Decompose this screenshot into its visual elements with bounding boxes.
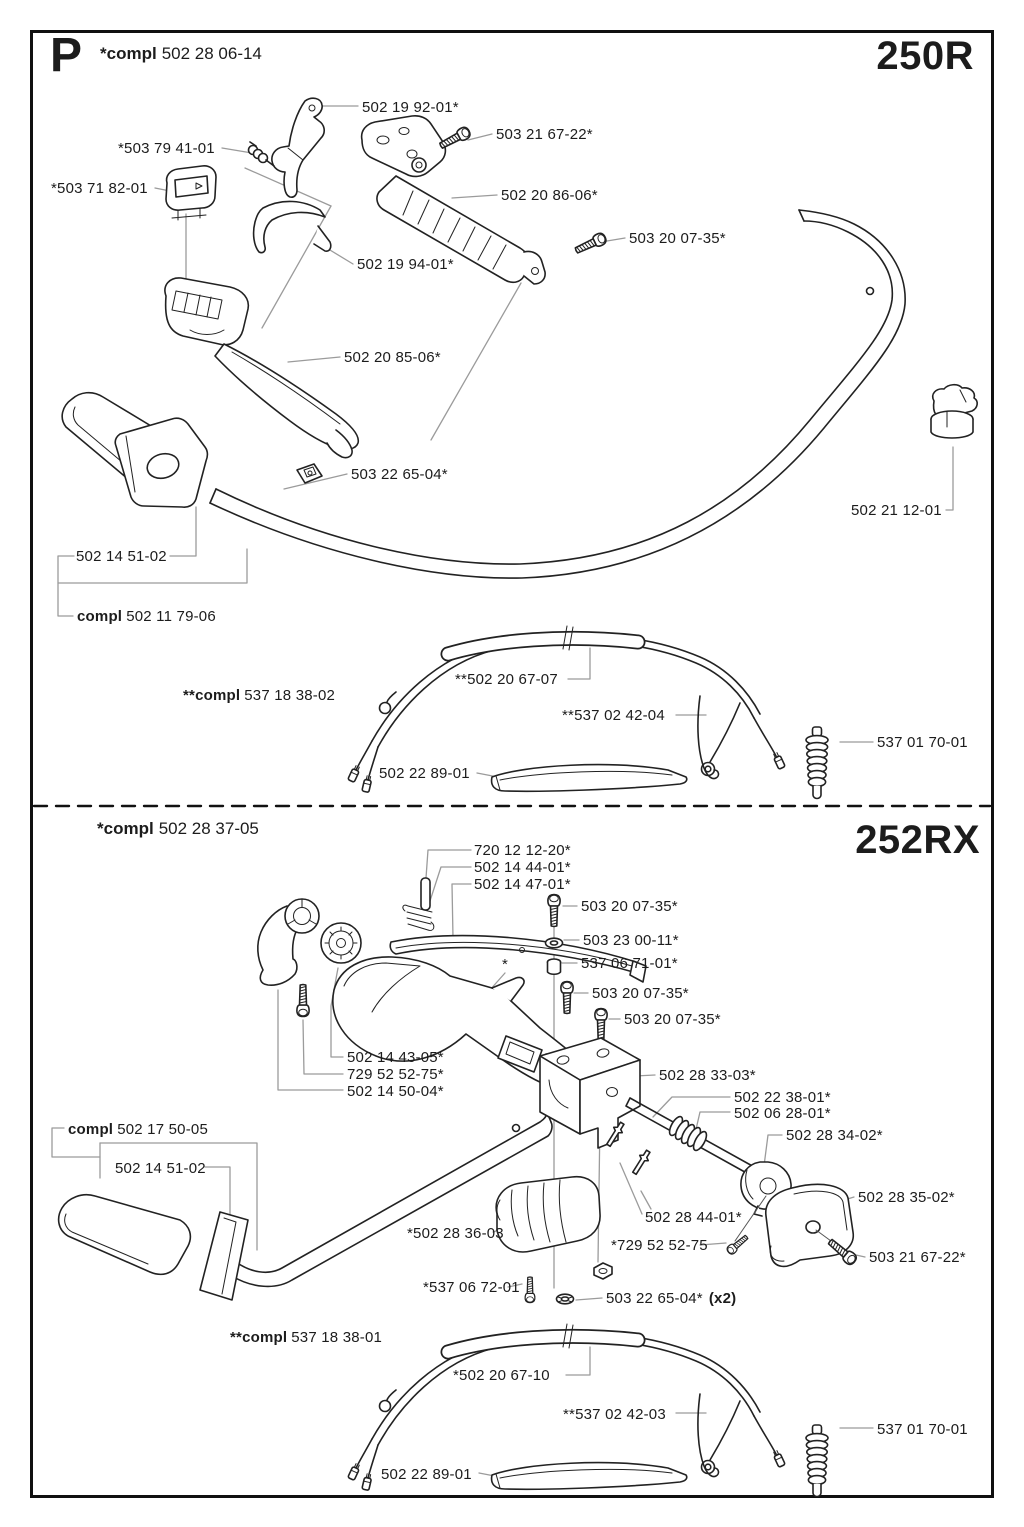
part-callout: 502 22 89-01	[381, 1466, 472, 1483]
part-callout: 502 14 47-01*	[474, 876, 571, 893]
part-callout: 502 20 85-06*	[344, 349, 441, 366]
part-callout: 502 14 51-02	[115, 1160, 206, 1177]
pivot-pin	[421, 878, 430, 910]
part-callout: *502 20 67-10	[453, 1367, 550, 1384]
part-callout: 503 20 07-35*	[629, 230, 726, 247]
lock-washer	[557, 1294, 574, 1304]
left-grip	[62, 393, 207, 508]
part-callout: compl 502 11 79-06	[77, 608, 216, 625]
part-callout: **compl 537 18 38-02	[183, 687, 336, 704]
tube-clamp	[496, 1177, 600, 1252]
part-callout: 502 28 34-02*	[786, 1127, 883, 1144]
model-title-252rx: 252RX	[855, 818, 980, 862]
part-callout: *502 28 36-03	[407, 1225, 504, 1242]
part-callout: 503 21 67-22*	[869, 1249, 966, 1266]
part-callout: 729 52 52-75*	[347, 1066, 444, 1083]
trigger-spring	[249, 142, 275, 166]
ratchet-wheel	[321, 923, 361, 963]
part-callout: **537 02 42-04	[562, 707, 665, 724]
part-callout: 502 20 86-06*	[501, 187, 598, 204]
handlebar-clamp	[931, 385, 977, 438]
model-title-250r: 250R	[876, 34, 974, 78]
part-callout: 502 14 50-04*	[347, 1083, 444, 1100]
part-callout: **537 02 42-03	[563, 1406, 666, 1423]
part-callout: 720 12 12-20*	[474, 842, 571, 859]
part-callout: 503 20 07-35*	[581, 898, 678, 915]
part-callout: *503 71 82-01	[51, 180, 148, 197]
left-grip-252	[59, 1195, 248, 1300]
part-callout: *537 06 72-01	[423, 1279, 520, 1296]
part-callout: compl 502 17 50-05	[68, 1121, 208, 1138]
part-callout: 537 01 70-01	[877, 734, 968, 751]
part-callout: *	[502, 956, 509, 973]
part-callout: 502 28 44-01*	[645, 1209, 742, 1226]
part-callout: 502 14 51-02	[76, 548, 167, 565]
part-callout: 537 01 70-01	[877, 1421, 968, 1438]
square-nut	[297, 464, 322, 483]
part-callout: 502 06 28-01*	[734, 1105, 831, 1122]
part-callout: 503 20 07-35*	[624, 1011, 721, 1028]
assembly-number-252rx: *compl 502 28 37-05	[97, 819, 259, 838]
stop-switch	[166, 166, 216, 220]
part-callout: 502 28 33-03*	[659, 1067, 756, 1084]
spacer-sleeve	[548, 959, 561, 974]
part-callout: 502 22 38-01*	[734, 1089, 831, 1106]
assembly-number-250r: *compl 502 28 06-14	[100, 44, 262, 63]
part-callout: 502 19 92-01*	[362, 99, 459, 116]
throttle-lever	[258, 899, 319, 985]
part-callout: 503 22 65-04*	[351, 466, 448, 483]
throttle-trigger	[272, 98, 324, 197]
handle-molding	[165, 278, 358, 458]
part-callout: *503 79 41-01	[118, 140, 215, 157]
part-callout: 502 21 12-01	[851, 502, 942, 519]
throttle-lockout-lever	[254, 201, 331, 252]
part-callout: *729 52 52-75	[611, 1237, 708, 1254]
part-callout: 502 14 44-01*	[474, 859, 571, 876]
page-index-letter: P	[50, 29, 83, 82]
part-callout: 502 28 35-02*	[858, 1189, 955, 1206]
part-callout: 503 23 00-11*	[583, 932, 679, 949]
part-callout: 503 21 67-22*	[496, 126, 593, 143]
part-callout: 503 20 07-35*	[592, 985, 689, 1002]
hex-nut	[594, 1263, 612, 1279]
part-callout: 537 06 71-01*	[581, 955, 678, 972]
part-callout: **compl 537 18 38-01	[230, 1329, 383, 1346]
part-callout: 503 22 65-04* (x2)	[606, 1290, 737, 1307]
part-callout: 502 22 89-01	[379, 765, 470, 782]
part-callout: 502 19 94-01*	[357, 256, 454, 273]
handlebar-tube	[210, 210, 905, 578]
section-252rx-drawing	[59, 878, 859, 1497]
part-callout: 502 14 43-05*	[347, 1049, 444, 1066]
part-callout: **502 20 67-07	[455, 671, 558, 688]
